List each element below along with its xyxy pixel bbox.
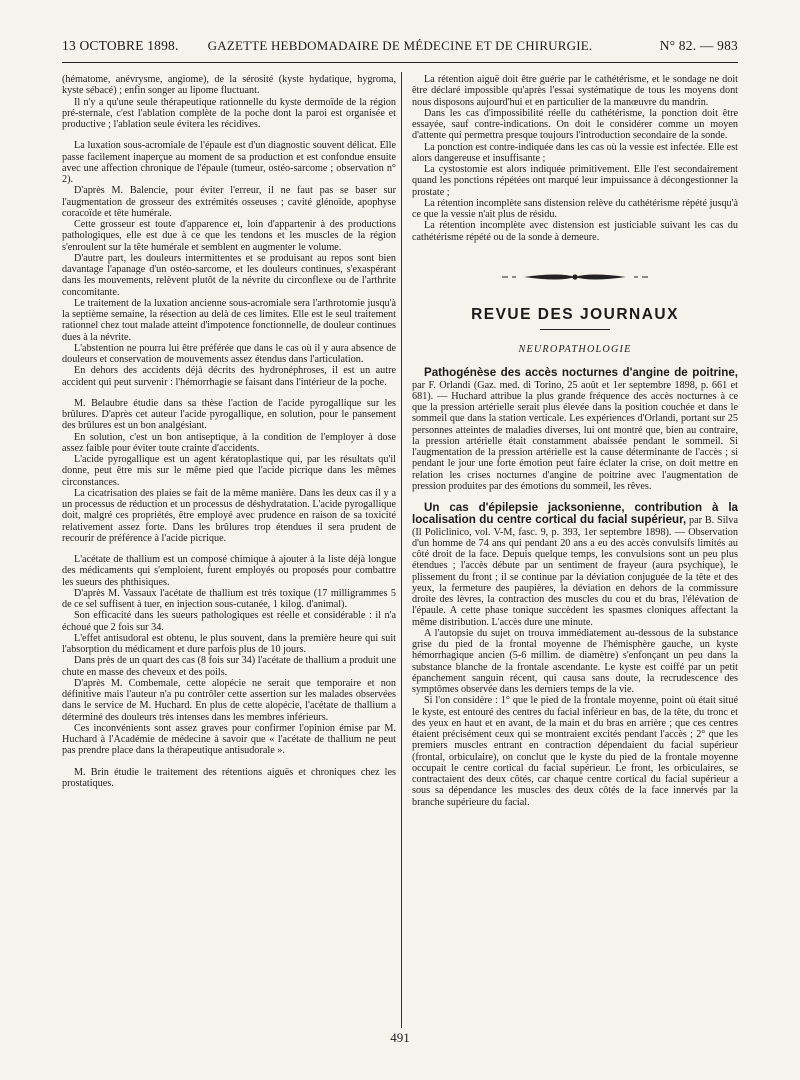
header-rule [62,62,738,63]
paragraph: D'après M. Vassaux l'acétate de thallium est très toxique (17 milligrammes 5 de ce sel suffisent à tuer, en injection sous-cutanée, 1 kilog. d'animal). [62,587,396,610]
article-body: par B. Silva (Il Policlinico, vol. V-M, fasc. 9, p. 393, 1er septembre 1898). — Observation d'un homme de 74 ans qui pendant 20 ans a eu des accès convulsifs limités au côté droit de la face. Depuis quelque temps, les convulsions sont un peu plus étendues ; l'accès débute par un sentiment de frayeur (aura psychique), le plissement du front ; il se continue par la déviation conjuguée de la tête et des yeux, la fermeture des paupières, la déviation en dehors de la commissure droite des lèvres, la contraction des muscles du cou et du bras, l'élévation de l'épaule. A cette phase tonique succèdent les spasmes cloniques affectant la même distribution. L'accès dure une minute. [412,515,738,628]
page-folio: 491 [390,1030,410,1045]
paragraph: Ces inconvénients sont assez graves pour confirmer l'opinion émise par M. Huchard à l'Académie de médecine à savoir que « l'acétate de thallium ne peut pas prendre place dans la thérapeutique antisudorale ». [62,722,396,757]
paragraph-gap [62,130,396,140]
paragraph: Il n'y a qu'une seule thérapeutique rationnelle du kyste dermoïde de la région pré-sternale, c'est l'ablation complète de la poche dont la paroi est organisée et productive ; l'ablation seule évitera les récidives. [62,96,396,130]
paragraph: M. Belaubre étudie dans sa thèse l'action de l'acide pyrogallique sur les brûlures. D'après cet auteur l'acide pyrogallique, en solution, pour le pansement des brûlures est un bon analgésiant. [62,397,396,432]
article-title: Un cas d'épilepsie jacksonienne, contribution à la localisation du centre cortical du facial supérieur, [412,501,738,527]
paragraph: L'effet antisudoral est obtenu, le plus souvent, dans la première heure qui suit l'absorption du médicament et dure parfois plus de 10 jours. [62,632,396,655]
right-top-text [412,74,738,243]
article-paragraph: Si l'on considère : 1° que le pied de la frontale moyenne, point où était situé le kyste, est entouré des centres du facial inférieur en bas, de la tête, du tronc et des yeux en haut et en avant, de la main et du bras en arrière ; que ces centres étaient précisément ceux qui se montraient excités pendant l'accès ; 2° que les premiers muscles entrant en contraction dépendaient du facial supérieur (frontal, orbiculaire), on conclut que le kyste du pied de la frontale moyenne occupait le centre cortical du facial supérieur. Le front, les orbiculaires, se contractaient des deux côtés, car chaque centre cortical du facial supérieur a sous sa dépendance les muscles des deux côtés de la face innervés par la branche supérieure du facial. [412,695,738,808]
paragraph: La cystostomie est alors indiquée primitivement. Elle l'est secondairement quand les ponctions répétées ont marqué leur impuissance à décongestionner la prostate ; [412,164,738,198]
article-title: Pathogénèse des accès nocturnes d'angine de poitrine, [424,366,738,380]
paragraph: Cette grosseur est toute d'apparence et, loin d'appartenir à des productions pathologiques, elle est due à ce que les tendons et les muscles de la région s'enroulent sur la tête humérale et semblent en augmenter le volume. [62,219,396,253]
article-orlandi [412,367,738,492]
paragraph-gap [62,757,396,767]
header-date: 13 OCTOBRE 1898. [62,38,179,53]
paragraph: L'abstention ne pourra lui être préférée que dans le cas où il y aura absence de douleurs et conservation de mouvements assez étendus dans l'articulation. [62,342,396,365]
paragraph: La rétention incomplète avec distension est justiciable suivant les cas du cathétérisme répété ou de la sonde à demeure. [412,220,738,243]
column-divider [401,72,402,1028]
header-journal-title: GAZETTE HEBDOMADAIRE DE MÉDECINE ET DE CHIRURGIE. [207,38,593,53]
paragraph: L'acide pyrogallique est un agent kératoplastique qui, par les résultats qu'il donne, peut être mis sur le même pied que l'acide picrique dans les mêmes circonstances. [62,454,396,488]
paragraph: La rétention aiguë doit être guérie par le cathétérisme, et le sondage ne doit être déclaré impossible qu'après l'essai systématique de tous les moyens dont nous disposons aujourd'hui et en particulier de la manœuvre du mandrin. [412,74,738,108]
paragraph: Le traitement de la luxation ancienne sous-acromiale sera l'arthrotomie jusqu'à la septième semaine, la résection au delà de ces limites. Elle est le seul traitement rationnel chez tout malade atteint d'impotence fonctionnelle, de douleur continues dues à la névrite. [62,297,396,343]
running-header [62,38,738,58]
paragraph: Dans près de un quart des cas (8 fois sur 34) l'acétate de thallium a produit une chute en masse des cheveux et des poils. [62,655,396,678]
paragraph: D'après M. Balencie, pour éviter l'erreur, il ne faut pas se baser sur l'augmentation de grosseur des extrémités osseuses ; cavité glénoïde, apophyse coracoïde et tête humérale. [62,185,396,219]
paragraph: En dehors des accidents déjà décrits des hydronéphroses, il est un autre accident qui peut survenir : l'hémorrhagie se faisant dans l'intérieur de la poche. [62,365,396,388]
paragraph: En solution, c'est un bon antiseptique, à la condition de l'employer à dose assez faible pour éviter toute crainte d'accidents. [62,431,396,454]
paragraph: La cicatrisation des plaies se fait de la même manière. Dans les deux cas il y a un processus de réduction et un processus de déshydratation. L'acide pyrogallique doit, malgré ces propriétés, être employé avec prudence en raison de sa toxicité relativement assez forte. Dans les brûlures trop étendues il sera prudent de recourir de préférence à l'acide picrique. [62,487,396,544]
subsection-heading: NEUROPATHOLOGIE [518,344,632,355]
paragraph: Dans les cas d'impossibilité réelle du cathétérisme, la ponction doit être essayée, sauf contre-indications. On doit le considérer comme un moyen d'attente qui permettra presque toujours l'introduction secondaire de la sonde. [412,107,738,142]
right-column [412,74,738,808]
section-rule [540,329,610,330]
paragraph: La luxation sous-acromiale de l'épaule est d'un diagnostic souvent délicat. Elle passe facilement inaperçue au moment de sa production et est confondue ensuite avec une affection chronique de l'épaule (tumeur, ostéo-sarcome ; observation n° 2). [62,140,396,185]
paragraph-gap [62,544,396,554]
paragraph: D'après M. Combemale, cette alopécie ne serait que temporaire et non définitive mais l'auteur n'a pu contrôler cette assertion sur les malades observées dans le service de M. Huchard. En plus de cette alopécie, l'acétate de thallium a déterminé des douleurs très intenses dans les membres inférieurs. [62,677,396,723]
ornament-divider [500,271,650,283]
paragraph: La ponction est contre-indiquée dans les cas où la vessie est infectée. Elle est alors dangereuse et insuffisante ; [412,141,739,164]
article-paragraph: A l'autopsie du sujet on trouva immédiatement au-dessous de la substance grise du pied de la frontal moyenne de l'hémisphère gauche, un kyste hémorrhagique ancien (5-6 millim. de diamètre) s'enfonçant un peu dans la substance blanche de la frontale ascendante. Le kyste est coiffé par un petit épanchement sanguin récent, qui causa sans doute, la recrudescence des symptômes observée dans les derniers temps de la vie. [412,627,738,695]
paragraph: M. Brin étudie le traitement des rétentions aiguës et chroniques chez les prostatiques. [62,766,396,789]
paragraph: L'acétate de thallium est un composé chimique à ajouter à la liste déjà longue des médicaments qui s'emploient, furent employés ou proposés pour combattre les sueurs des phthisiques. [62,554,396,588]
article-silva [412,502,738,628]
paragraph: (hématome, anévrysme, angiome), de la sérosité (kyste hydatique, hygroma, kyste sébacé) ; enfin songer au lipome fluctuant. [62,74,396,97]
header-issue-page: N° 82. — 983 [659,38,738,53]
paragraph: La rétention incomplète sans distension relève du cathétérisme répété jusqu'à ce que la vessie n'ait plus de résidu. [412,197,738,220]
section-heading: REVUE DES JOURNAUX [471,305,679,323]
article-body: par F. Orlandi (Gaz. med. di Torino, 25 août et 1er septembre 1898, p. 661 et 681). — Huchard attribue la plus grande fréquence des accès nocturnes à ce que la pression artérielle serait plus élevée dans la position couchée et dans le sommeil que dans la station verticale. Les expériences d'Orlandi, portant sur 25 personnes atteintes de maladies diverses, lui ont montré que, bien au contraire, la pression artérielle était constamment abaissée pendant le sommeil. Si l'augmentation de la pression artérielle est la cause déterminante de l'accès ; si pendant le jour une forte émotion peut faire éclater la crise, on doit mettre en relation les crises nocturnes d'angine de poitrine avec l'augmentation de pression produites par des émotions du sommeil, les rêves. [412,379,738,492]
left-column [62,74,396,789]
paragraph: D'autre part, les douleurs intermittentes et se produisant au repos sont bien davantage l'apanage d'un ostéo-sarcome, et les douleurs continues, s'exaspérant dans les mouvements, relèvent plutôt de la névrite du circonflexe ou de l'arthrite concomitante. [62,252,396,298]
paragraph-gap [62,388,396,398]
paragraph: Son efficacité dans les sueurs pathologiques est réelle et considérable : il n'a échoué que 2 fois sur 34. [62,610,396,633]
